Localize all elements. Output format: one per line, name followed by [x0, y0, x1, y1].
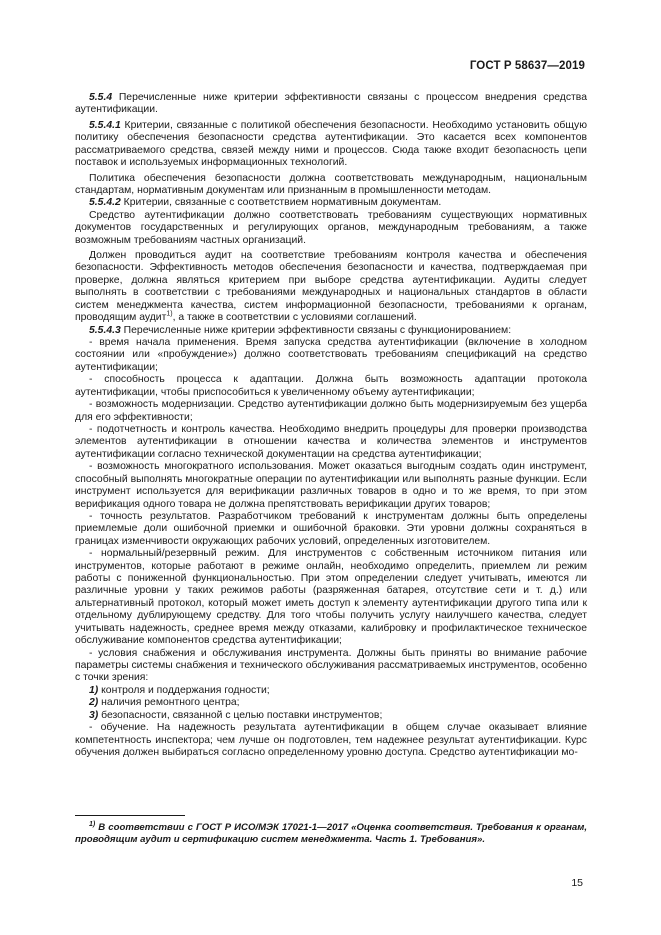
- paragraph-text: - время начала применения. Время запуска средства аутентификации (включение в холодном состоянии или «пробуждение») должно соответствовать требованиям спецификаций на средство аутентификации;: [75, 337, 587, 373]
- paragraph: [75, 173, 587, 198]
- footnote-divider: [75, 815, 185, 816]
- list-item: [75, 337, 587, 374]
- list-item: [75, 548, 587, 647]
- sub-item-number: 2): [89, 697, 99, 709]
- footnote: [75, 822, 587, 847]
- clause-number: 5.5.4.1: [89, 119, 121, 131]
- paragraph-5-5-4: [75, 92, 587, 117]
- paragraph-audit: [75, 250, 587, 325]
- paragraph-text: наличия ремонтного центра;: [101, 697, 240, 709]
- paragraph-text: Перечисленные ниже критерии эффективности связаны с функционированием:: [123, 324, 512, 336]
- paragraph-text: - способность процесса к адаптации. Должна быть возможность адаптации протокола аутентификации, чтобы приспособиться к увеличенному объему аутентификации;: [75, 374, 587, 398]
- paragraph-text-tail: , а также в соответствии с условиями соглашений.: [172, 312, 417, 324]
- clause-number: 5.5.4.2: [89, 197, 121, 209]
- paragraph-text: Политика обеспечения безопасности должна соответствовать международным, национальным стандартам, нормативным документам или признанным в промышленности методам.: [75, 172, 587, 196]
- footnote-reference: 1): [166, 310, 173, 318]
- clause-number: 5.5.4: [89, 92, 113, 103]
- list-item: [75, 399, 587, 424]
- document-code-header: ГОСТ Р 58637—2019: [469, 60, 585, 72]
- clause-number: 5.5.4.3: [89, 324, 121, 336]
- paragraph-text: контроля и поддержания годности;: [101, 684, 270, 696]
- list-item: [75, 511, 587, 548]
- paragraph-text: - подотчетность и контроль качества. Необходимо внедрить процедуры для проверки производства элементов аутентификации в отношении качества и количества элементов и инструментов аутентификации согласно технической документации на средства аутентификации;: [75, 423, 587, 460]
- paragraph-text: Перечисленные ниже критерии эффективности связаны с процессом внедрения средства аутентификации.: [75, 92, 587, 116]
- paragraph-5-5-4-2: [75, 197, 587, 209]
- paragraph-text: Средство аутентификации должно соответствовать требованиям существующих нормативных документов государственных и регулирующих органов, международным требованиям, а также возможным требованиям частных организаций.: [75, 209, 587, 246]
- footnote-marker: 1): [89, 820, 96, 828]
- paragraph-text: Должен проводиться аудит на соответствие требованиям контроля качества и обеспечения безопасности. Эффективность методов обеспечения безопасности и качества, подтверждаемая при проверке, должна являться критерием при выборе средства аутентификации. Аудиты следует выполнять в соответствии с требованиями международных и национальных стандартов в области систем менеджмента качества, систем информационной безопасности, требованиями к органам, проводящим аудит: [75, 250, 587, 324]
- list-item: [75, 424, 587, 461]
- list-item: [75, 461, 587, 511]
- body-text: [75, 92, 587, 759]
- sub-item-number: 1): [89, 684, 99, 696]
- paragraph-text: - нормальный/резервный режим. Для инструментов с собственным источником питания или инструментов, которые работают в режиме онлайн, необходимо определить, приемлем ли режим работы с пониженной функциональностью. При этом определении следует учитывать, имеются ли различные уровни у таких режимов работы (разряженная батарея, отсутствие сети и т. д.) или альтернативный протокол, который может иметь доступ к элементу аутентификации другого типа или к отдельному дублирующему средству. Для того чтобы получить услугу наилучшего качества, следует учитывать надежность, среднее время между отказами, калибровку и профилактическое техническое обслуживание компонентов средства аутентификации;: [75, 548, 587, 647]
- page-number: 15: [571, 877, 583, 889]
- paragraph-5-5-4-1: [75, 120, 587, 170]
- sub-list-item: [75, 697, 587, 709]
- list-item: [75, 648, 587, 685]
- paragraph-text: - возможность многократного использования. Может оказаться выгодным создать один инструмент, способный выполнять многократные операции по аутентификации или выполнять разные функции. Если инструмент используется для верификации различных товаров в одно и то же время, то при этом верификация одного товара не должна препятствовать верификации других товаров;: [75, 461, 587, 510]
- sub-item-number: 3): [89, 709, 99, 721]
- list-item: [75, 722, 587, 759]
- footnote-text: В соответствии с ГОСТ Р ИСО/МЭК 17021-1—2017 «Оценка соответствия. Требования к органам, проводящим аудит и сертификацию систем менеджмента. Часть 1. Требования».: [75, 822, 587, 846]
- paragraph-text: - возможность модернизации. Средство аутентификации должно быть модернизируемым без ущерба для его эффективности;: [75, 399, 587, 423]
- paragraph-text: - условия снабжения и обслуживания инструмента. Должны быть приняты во внимание рабочие параметры системы снабжения и технического обслуживания рассматриваемых инструментов, особенно с точки зрения:: [75, 647, 587, 684]
- paragraph-text: - обучение. На надежность результата аутентификации в общем случае оказывает влияние компетентность инспектора; чем лучше он подготовлен, тем надежнее результат аутентификации. Курс обучения должен выбираться согласно определенному уровню доступа. Средство аутентификации мо-: [75, 722, 587, 758]
- sub-list-item: [75, 685, 587, 697]
- paragraph-text: безопасности, связанной с целью поставки инструментов;: [101, 709, 383, 721]
- paragraph-text: - точность результатов. Разработчиком требований к инструментам должны быть определены приемлемые доли ошибочной приемки и ошибочной браковки. Эти уровни должны сохраняться в границах изменчивости окружающих рабочих условий, определенных изготовителем.: [75, 510, 587, 547]
- paragraph-text: Критерии, связанные с политикой обеспечения безопасности. Необходимо установить общую политику обеспечения безопасности средства аутентификации. Это касается всех компонентов рассматриваемого средства, связей между ними и процессов. Сюда также входит безопасность цепи поставок и используемых информационных технологий.: [75, 119, 587, 169]
- paragraph-5-5-4-3: [75, 325, 587, 337]
- paragraph-text: Критерии, связанные с соответствием нормативным документам.: [123, 197, 442, 209]
- paragraph: [75, 210, 587, 247]
- list-item: [75, 374, 587, 399]
- sub-list-item: [75, 710, 587, 722]
